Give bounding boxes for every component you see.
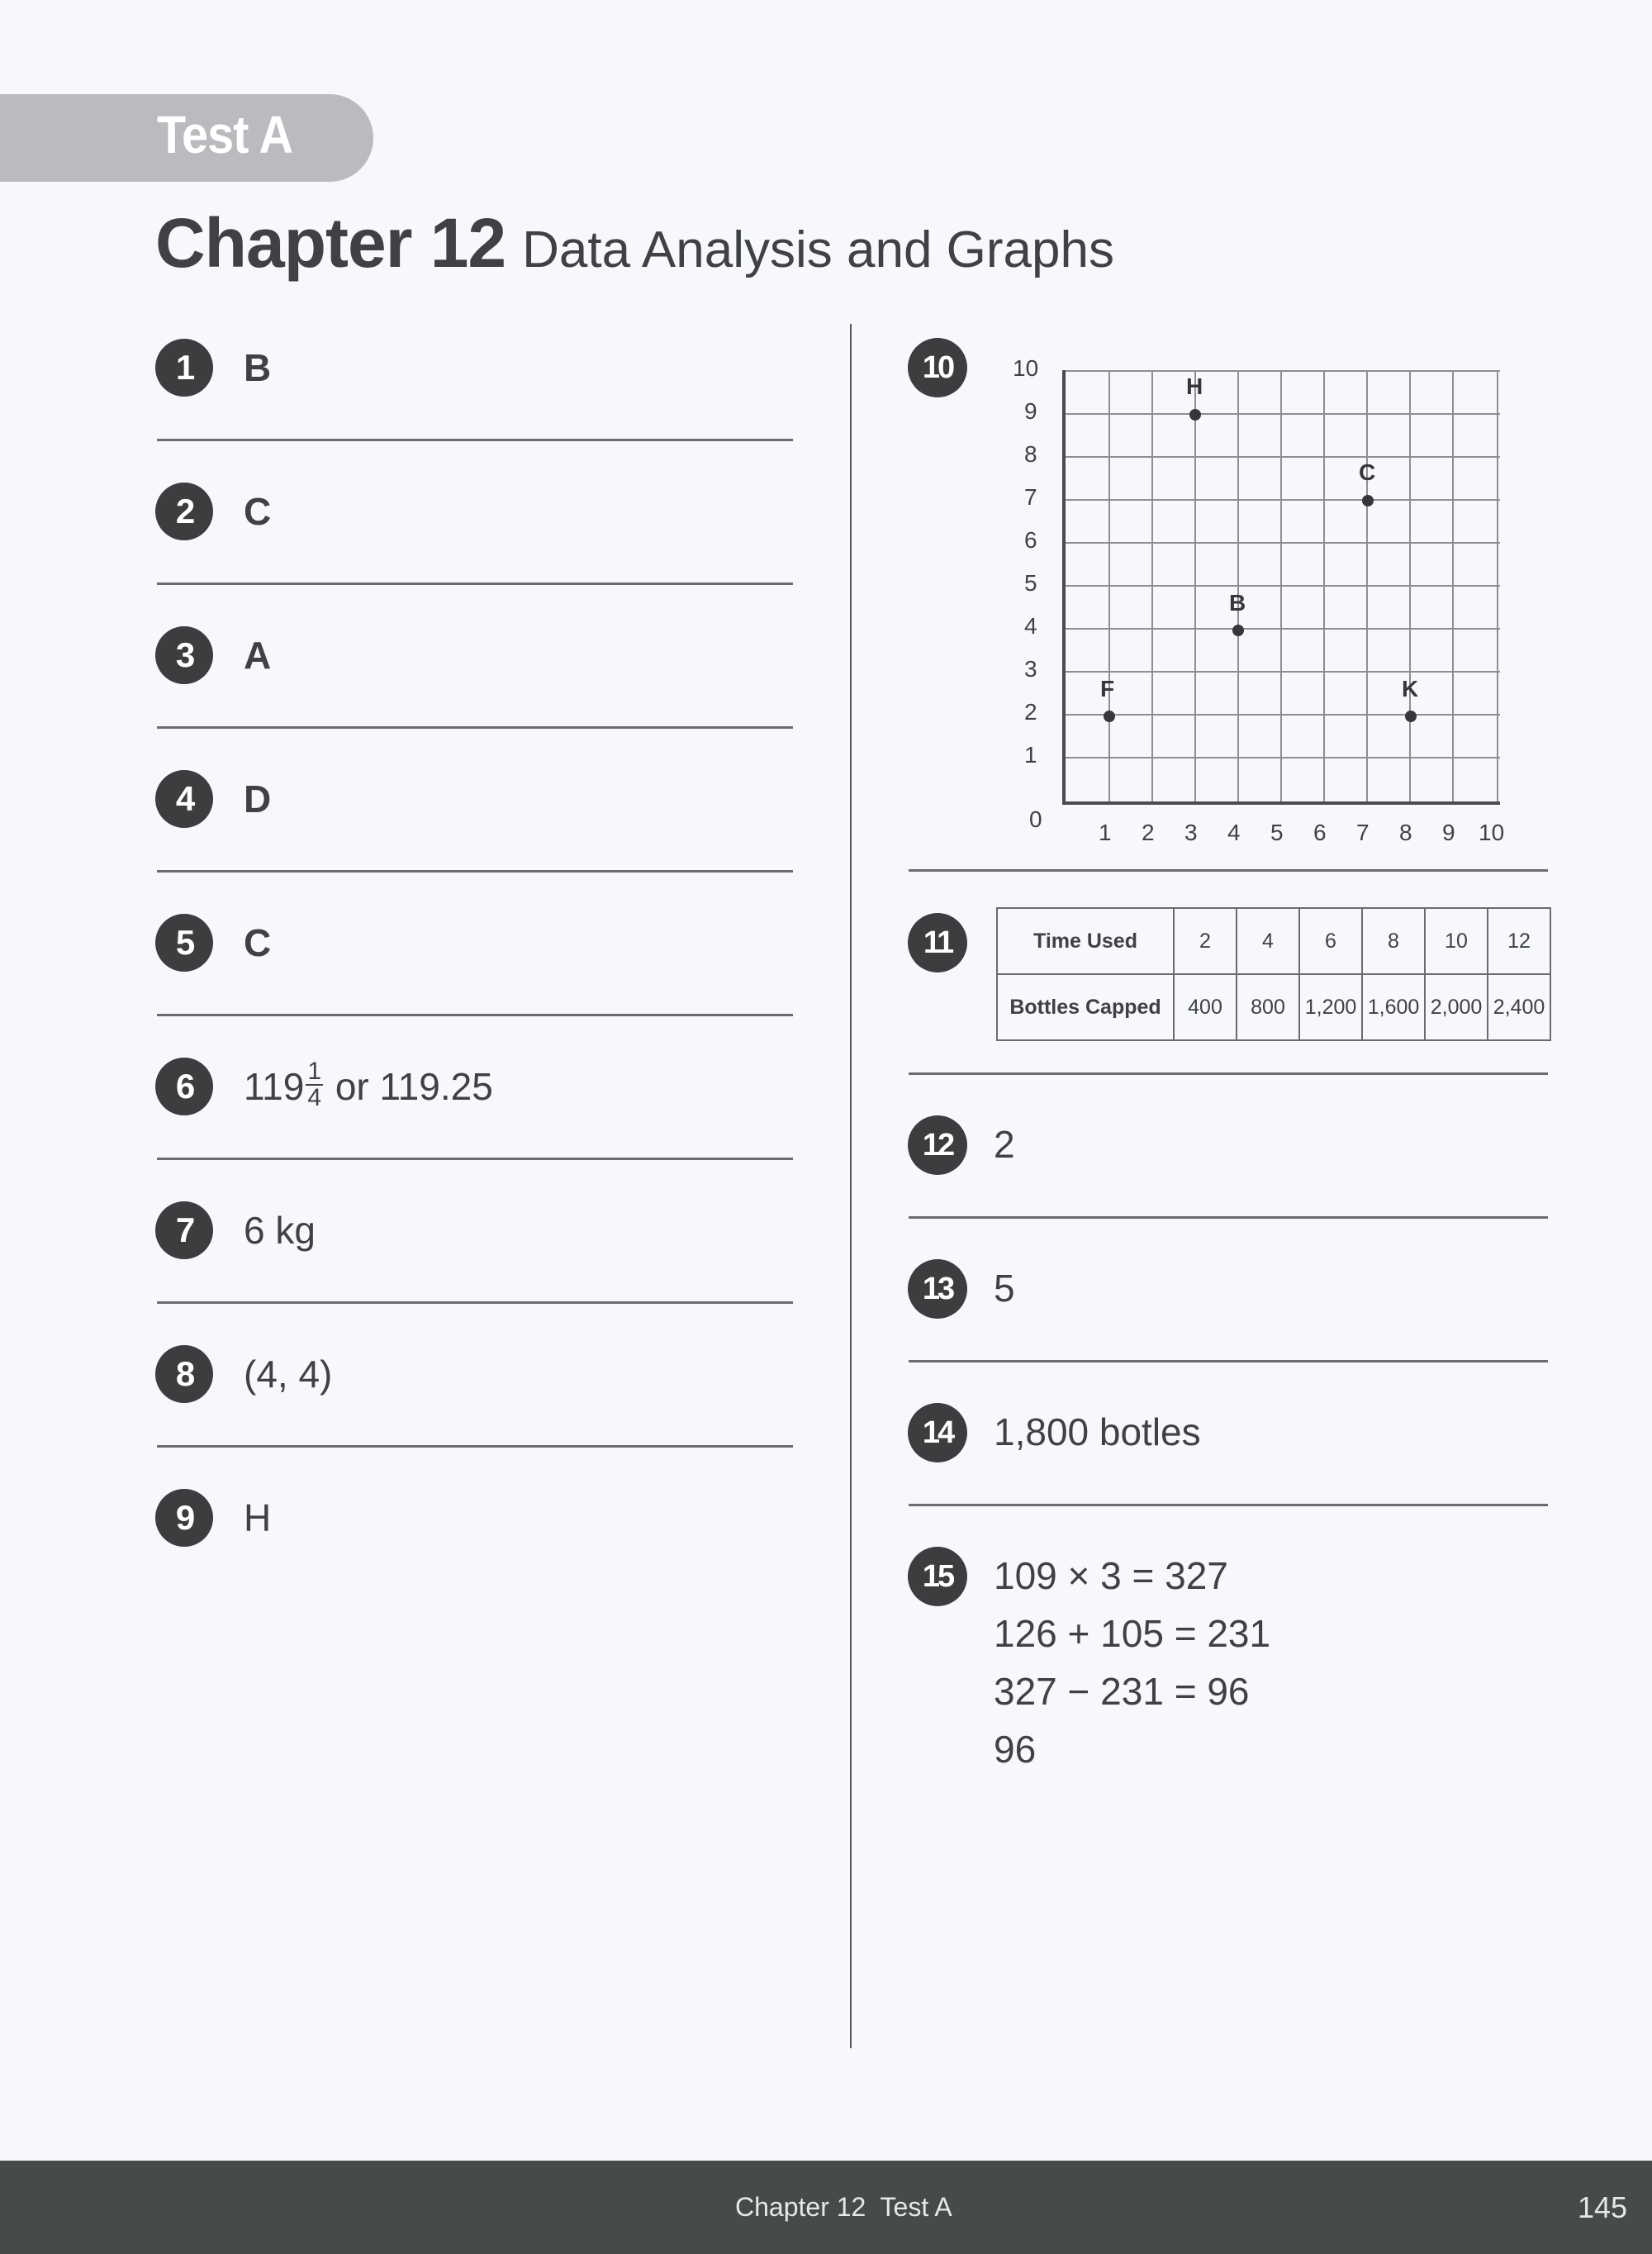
answer-4: D <box>244 777 272 820</box>
y-tick-label: 3 <box>1024 656 1037 682</box>
answer-6-whole: 119 <box>244 1065 305 1109</box>
question-number-badge: 7 <box>155 1201 213 1259</box>
x-tick-label: 1 <box>1099 820 1112 845</box>
question-number-badge: 5 <box>155 914 213 972</box>
divider-line <box>157 870 793 873</box>
x-tick-label: 10 <box>1479 820 1505 845</box>
question-number-badge: 10 <box>908 338 967 397</box>
chart-plot-area <box>1062 370 1500 805</box>
question-number-badge: 12 <box>908 1115 967 1175</box>
divider-line <box>909 1072 1548 1075</box>
question-number-badge: 4 <box>155 770 213 828</box>
x-tick-label: 6 <box>1313 820 1327 845</box>
divider-line <box>157 726 793 729</box>
divider-line <box>157 583 793 585</box>
answer-14: 1,800 botles <box>994 1410 1201 1453</box>
question-number-badge: 11 <box>908 913 967 972</box>
table-cell: 2,400 <box>1488 974 1550 1040</box>
row-header: Bottles Capped <box>997 974 1174 1040</box>
answer-6-rest: or 119.25 <box>335 1065 493 1109</box>
table-cell: 12 <box>1488 908 1550 974</box>
answer-12: 2 <box>994 1123 1015 1166</box>
point-h <box>1189 409 1201 421</box>
test-tab <box>0 94 373 182</box>
answer-7: 6 kg <box>244 1209 316 1252</box>
answer-15-line-4: 96 <box>994 1728 1037 1771</box>
answer-13: 5 <box>994 1267 1015 1310</box>
point-label: F <box>1100 676 1115 701</box>
footer-title: Chapter 12 Test A <box>735 2192 952 2222</box>
y-tick-label: 5 <box>1024 570 1037 596</box>
table-cell: 8 <box>1362 908 1425 974</box>
fraction-denominator: 4 <box>307 1084 322 1111</box>
question-number-badge: 1 <box>155 339 213 397</box>
table-cell: 6 <box>1299 908 1362 974</box>
fraction <box>306 1059 323 1110</box>
question-number-badge: 14 <box>908 1403 967 1462</box>
chapter-subtitle: Data Analysis and Graphs <box>522 221 1115 278</box>
answer-2: C <box>244 490 272 533</box>
y-tick-label: 1 <box>1024 742 1037 768</box>
divider-line <box>157 1301 793 1304</box>
table-cell: 10 <box>1425 908 1488 974</box>
answer-5: C <box>244 921 272 964</box>
point-b <box>1232 625 1244 636</box>
x-tick-label: 7 <box>1356 820 1370 845</box>
divider-line <box>909 1360 1548 1362</box>
x-tick-label: 3 <box>1184 820 1198 845</box>
x-tick-label: 8 <box>1399 820 1412 845</box>
question-number-badge: 6 <box>155 1058 213 1115</box>
table-cell: 800 <box>1237 974 1299 1040</box>
chapter-label: Chapter 12 <box>155 204 506 282</box>
fraction-numerator: 1 <box>307 1058 322 1085</box>
y-tick-label: 2 <box>1024 699 1037 725</box>
answer-9: H <box>244 1496 272 1539</box>
question-number-badge: 15 <box>908 1547 967 1606</box>
table-cell: 2,000 <box>1425 974 1488 1040</box>
table-cell: 1,200 <box>1299 974 1362 1040</box>
point-k <box>1405 711 1417 722</box>
table-row <box>997 974 1550 1040</box>
table-cell: 2 <box>1174 908 1237 974</box>
y-tick-label: 9 <box>1024 398 1037 424</box>
table-cell: 1,600 <box>1362 974 1425 1040</box>
point-label: C <box>1359 459 1376 485</box>
question-number-badge: 13 <box>908 1259 967 1319</box>
answer-8: (4, 4) <box>244 1353 333 1396</box>
point-c <box>1362 495 1374 506</box>
y-tick-label: 10 <box>1013 355 1039 381</box>
divider-line <box>157 1014 793 1016</box>
x-tick-label: 5 <box>1270 820 1284 845</box>
table-row <box>997 908 1550 974</box>
tab-label: Test A <box>157 105 293 164</box>
time-bottles-table <box>996 907 1551 1041</box>
divider-line <box>909 1216 1548 1219</box>
question-number-badge: 8 <box>155 1345 213 1403</box>
answer-15-line-3: 327 − 231 = 96 <box>994 1670 1250 1713</box>
answer-3: A <box>244 634 272 677</box>
page-number: 145 <box>1578 2190 1628 2224</box>
x-tick-label: 4 <box>1227 820 1241 845</box>
y-tick-label: 4 <box>1024 613 1037 639</box>
answer-15-line-2: 126 + 105 = 231 <box>994 1612 1271 1655</box>
page-footer <box>0 2161 1652 2254</box>
x-tick-label: 9 <box>1442 820 1455 845</box>
divider-line <box>157 439 793 441</box>
coordinate-grid-chart <box>991 347 1569 859</box>
y-tick-label: 7 <box>1024 484 1037 510</box>
answer-6 <box>244 1058 493 1115</box>
y-tick-label: 8 <box>1024 441 1037 467</box>
column-divider <box>850 324 852 2048</box>
y-tick-label: 6 <box>1024 527 1037 553</box>
question-number-badge: 3 <box>155 626 213 684</box>
y-tick-label: 0 <box>1029 806 1042 832</box>
point-label: B <box>1229 590 1246 616</box>
answer-1: B <box>244 346 272 389</box>
divider-line <box>157 1158 793 1160</box>
page-title <box>155 203 1114 283</box>
question-number-badge: 9 <box>155 1489 213 1547</box>
divider-line <box>909 869 1548 872</box>
row-header: Time Used <box>997 908 1174 974</box>
divider-line <box>157 1445 793 1448</box>
point-label: K <box>1402 676 1419 701</box>
point-f <box>1104 711 1115 722</box>
table-cell: 4 <box>1237 908 1299 974</box>
question-number-badge: 2 <box>155 483 213 540</box>
table-cell: 400 <box>1174 974 1237 1040</box>
answer-15-line-1: 109 × 3 = 327 <box>994 1554 1228 1597</box>
point-label: H <box>1186 373 1203 399</box>
x-tick-label: 2 <box>1142 820 1155 845</box>
divider-line <box>909 1504 1548 1506</box>
